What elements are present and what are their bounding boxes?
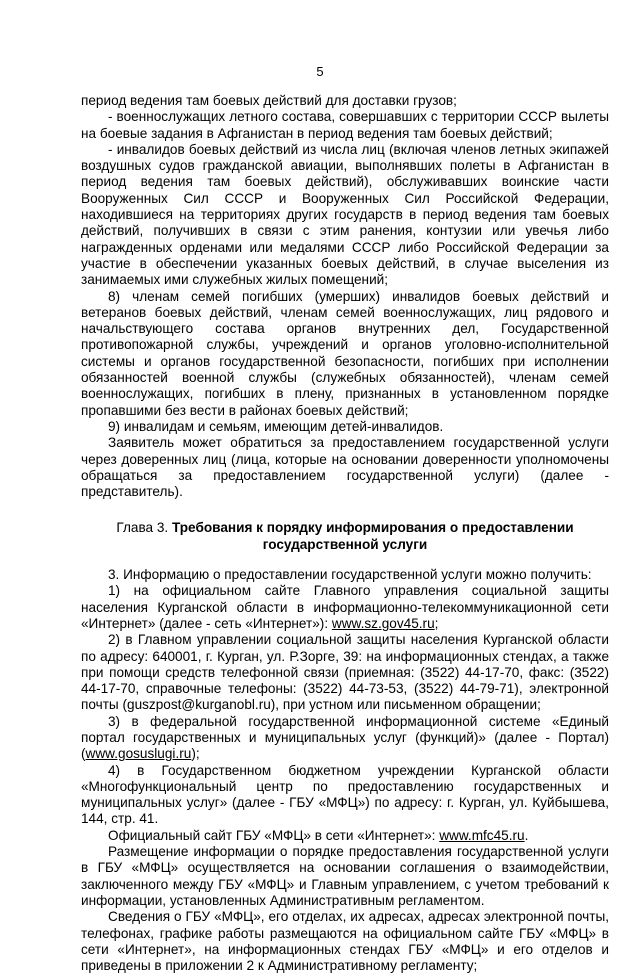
paragraph: 4) в Государственном бюджетном учреждении Курганской области «Многофункциональный центр по предоставлению государственных и муниципальных услуг» (далее - ГБУ «МФЦ») по адресу: г. Курган, ул. Куйбышева, 144, стр. 41.: [81, 762, 609, 827]
paragraph: период ведения там боевых действий для доставки грузов;: [81, 93, 457, 108]
paragraph-text: 3) в федеральной государственной информационной системе «Единый портал государственных и муниципальных услуг (функций)» (далее - Портал) (: [81, 713, 609, 762]
chapter-heading-title: Требования к порядку информирования о предоставлении государственной услуги: [171, 520, 574, 552]
paragraph: Сведения о ГБУ «МФЦ», его отделах, их адресах, адресах электронной почты, телефонах, графике работы размещаются на официальном сайте ГБУ «МФЦ» в сети «Интернет», на информационных стендах ГБУ «МФЦ» и его отделов и приведены в приложении 2 к Административному регламенту;: [81, 909, 609, 974]
link-sz-gov45[interactable]: www.sz.gov45.ru: [331, 615, 435, 631]
paragraph: [81, 583, 609, 632]
paragraph-text: 1) на официальном сайте Главного управления социальной защиты населения Курганской области в информационно-телекоммуникационной сети «Интернет» (далее - сеть «Интернет»):: [81, 583, 609, 631]
paragraph: Размещение информации о порядке предоставления государственной услуги в ГБУ «МФЦ» осуществляется на основании соглашения о взаимодействии, заключенного между ГБУ «МФЦ» и Главным управлением, с учетом требований к информации, установленных Административным регламентом.: [81, 844, 609, 908]
paragraph: [81, 828, 609, 844]
paragraph: [81, 714, 609, 763]
chapter-heading: [81, 520, 609, 553]
paragraph-text: .: [524, 827, 529, 843]
link-mfc45[interactable]: www.mfc45.ru: [439, 827, 525, 843]
paragraph: - инвалидов боевых действий из числа лиц (включая членов летных экипажей воздушных судов гражданской авиации, выполнявших полеты в Афганистан в период ведения там боевых действий), обслуживавших воинские части Вооруженных Сил СССР и Вооруженных Сил Российской Федерации, находившиеся на территориях других государств в период ведения там боевых действий, получивших в связи с этим ранения, контузии или увечья либо награжденных орденами или медалями СССР либо Российской Федерации за участие в обеспечении указанных боевых действий, в случае выселения из занимаемых ими служебных жилых помещений;: [81, 141, 609, 288]
paragraph: - военнослужащих летного состава, совершавших с территории СССР вылеты на боевые задания в Афганистан в период ведения там боевых действий;: [81, 109, 609, 141]
paragraph: 8) членам семей погибших (умерших) инвалидов боевых действий и ветеранов боевых действий, членам семей военнослужащих, лиц рядового и начальствующего состава органов внутренних дел, Государственной противопожарной службы, учреждений и органов уголовно-исполнительной системы и органов государственной безопасности, погибших при исполнении обязанностей военной службы (служебных обязанностей), членам семей военнослужащих, погибших в плену, признанных в установленном порядке пропавшими без вести в районах боевых действий;: [81, 288, 609, 418]
link-gosuslugi[interactable]: www.gosuslugi.ru: [85, 746, 192, 762]
paragraph-text: );: [191, 746, 200, 762]
chapter-heading-prefix: Глава 3.: [116, 520, 172, 536]
paragraph: 3. Информацию о предоставлении государственной услуги можно получить:: [108, 567, 592, 583]
paragraph: Заявитель может обратиться за предоставлением государственной услуги через доверенных лиц (лица, которые на основании доверенности уполномочены обращаться за предоставлением государственной услуги) (далее - представитель).: [81, 435, 609, 500]
page-number: 5: [316, 64, 324, 79]
paragraph-text: Официальный сайт ГБУ «МФЦ» в сети «Интернет»:: [108, 827, 440, 843]
document-body: [81, 93, 609, 974]
paragraph-text: ;: [434, 615, 439, 631]
paragraph: 9) инвалидам и семьям, имеющим детей-инвалидов.: [108, 418, 444, 434]
paragraph: 2) в Главном управлении социальной защиты населения Курганской области по адресу: 640001, г. Курган, ул. Р.Зорге, 39: на информационных стендах, а также при помощи средств телефонной связи (приемная: (3522) 44-17-70, факс: (3522) 44-17-70, справочные телефоны: (3522) 44-73-53, (3522) 44-79-71), электронной почты (guszpost@kurganobl.ru), при устном или письменном обращении;: [81, 632, 609, 713]
